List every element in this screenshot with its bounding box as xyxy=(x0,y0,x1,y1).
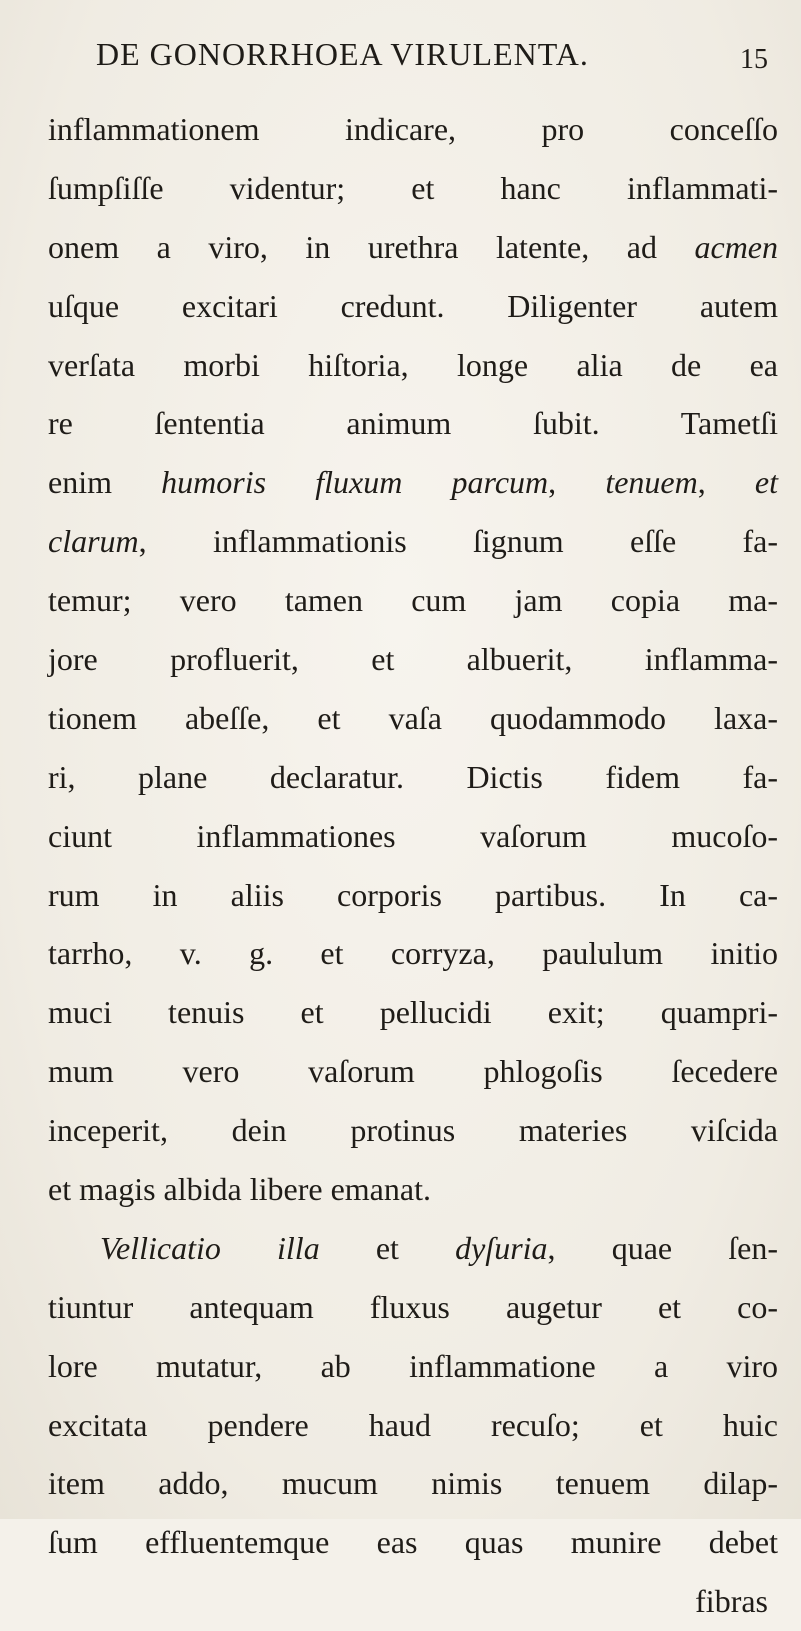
text-span: fibras xyxy=(695,1583,768,1620)
text-line xyxy=(48,100,778,159)
italic-text: Vellicatio illa xyxy=(100,1229,320,1266)
text-span: ſumpſiſſe videntur; et hanc inflammati- xyxy=(48,169,778,206)
text-span: ſum effluentemque eas quas munire debet xyxy=(48,1524,778,1561)
italic-text: tenuem xyxy=(605,464,698,501)
running-head: DE GONORRHOEA VIRULENTA. xyxy=(96,36,589,72)
text-span: , xyxy=(548,464,606,501)
text-span: tionem abeſſe, et vaſa quodammodo laxa- xyxy=(48,699,778,736)
text-line xyxy=(48,983,778,1042)
text-line xyxy=(48,571,778,630)
text-line xyxy=(48,453,778,512)
text-span: inceperit, dein protinus materies viſcida xyxy=(48,1112,778,1149)
page-number: 15 xyxy=(740,44,768,75)
text-span: muci tenuis et pellucidi exit; quampri- xyxy=(48,994,778,1031)
text-span: re ſententia animum ſubit. Tametſi xyxy=(48,405,778,442)
text-line xyxy=(48,630,778,689)
text-line xyxy=(48,1396,778,1455)
italic-text: humoris fluxum parcum xyxy=(161,464,549,501)
text-line xyxy=(48,277,778,336)
text-span: inflammationem indicare, pro conceſſo xyxy=(48,111,778,147)
text-span: mum vero vaſorum phlogoſis ſecedere xyxy=(48,1053,778,1090)
text-line xyxy=(48,1160,778,1219)
text-line xyxy=(48,1513,778,1572)
text-span: lore mutatur, ab inflammatione a viro xyxy=(48,1347,778,1384)
text-line xyxy=(48,748,778,807)
text-span: , quae ſen- xyxy=(547,1229,778,1266)
italic-text: et xyxy=(754,464,778,501)
text-span: jore profluerit, et albuerit, inflamma- xyxy=(48,641,778,678)
text-line xyxy=(48,218,778,277)
text-span: ciunt inflammationes vaſorum mucoſo- xyxy=(48,817,778,854)
text-span: , xyxy=(697,464,755,501)
text-line xyxy=(48,1454,778,1513)
text-line xyxy=(48,1337,778,1396)
text-line xyxy=(48,1278,778,1337)
text-line xyxy=(48,1572,778,1631)
text-span: uſque excitari credunt. Diligenter autem xyxy=(48,287,778,324)
text-line xyxy=(48,807,778,866)
text-span: tarrho, v. g. et corryza, paululum initio xyxy=(48,935,778,972)
text-span: onem a viro, in urethra latente, ad xyxy=(48,228,695,265)
text-span: temur; vero tamen cum jam copia ma- xyxy=(48,582,778,619)
italic-text: acmen xyxy=(694,228,778,265)
text-span: et xyxy=(319,1229,456,1266)
text-span: excitata pendere haud recuſo; et huic xyxy=(48,1406,778,1443)
text-span: verſata morbi hiſtoria, longe alia de ea xyxy=(48,346,778,383)
text-line xyxy=(48,866,778,925)
text-line xyxy=(48,394,778,453)
text-span: ri, plane declaratur. Dictis fidem fa- xyxy=(48,758,778,795)
text-line xyxy=(48,1042,778,1101)
text-span: item addo, mucum nimis tenuem dilap- xyxy=(48,1465,778,1502)
text-line xyxy=(48,689,778,748)
text-line xyxy=(48,159,778,218)
text-span: enim xyxy=(48,464,162,501)
text-line xyxy=(48,924,778,983)
body-text xyxy=(48,100,778,1631)
text-line xyxy=(48,512,778,571)
text-line xyxy=(48,336,778,395)
text-span: et magis albida libere emanat. xyxy=(48,1171,431,1208)
italic-text: clarum xyxy=(48,523,139,560)
text-span: rum in aliis corporis partibus. In ca- xyxy=(48,876,778,913)
text-span: , inflammationis ſignum eſſe fa- xyxy=(138,523,778,560)
text-line xyxy=(48,1219,778,1278)
page-header xyxy=(96,36,776,86)
text-line xyxy=(48,1101,778,1160)
text-span: tiuntur antequam fluxus augetur et co- xyxy=(48,1288,778,1325)
italic-text: dyſuria xyxy=(455,1229,548,1266)
